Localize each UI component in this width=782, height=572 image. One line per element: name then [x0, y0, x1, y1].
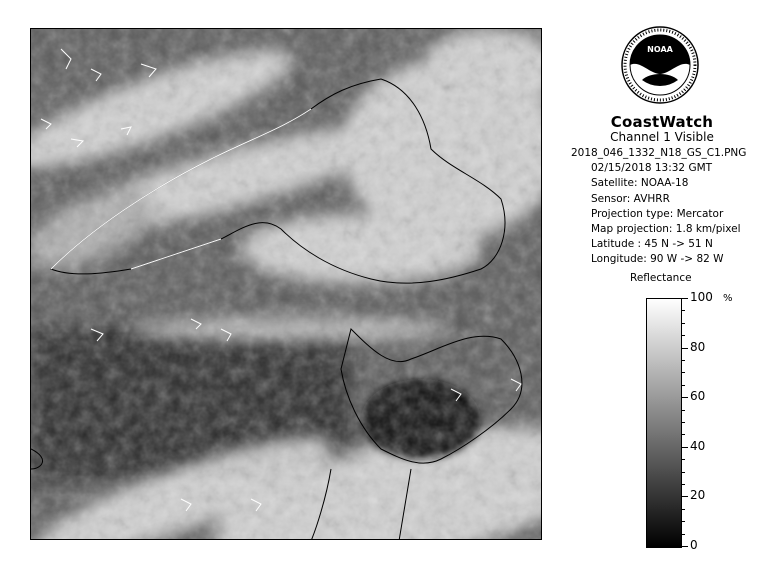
longitude-text: Longitude: 90 W -> 82 W: [591, 253, 724, 266]
brand-title: CoastWatch: [610, 113, 714, 131]
noaa-seal-icon: [620, 22, 700, 108]
colorbar-minor-tick: [682, 397, 685, 398]
colorbar-minor-tick: [682, 434, 685, 435]
colorbar-minor-tick: [682, 410, 685, 411]
colorbar-tick-label: 40: [690, 438, 706, 453]
colorbar-tick-label: 0: [690, 538, 698, 552]
colorbar-minor-tick: [682, 509, 685, 510]
colorbar-minor-tick: [682, 335, 685, 336]
filename-text: 2018_046_1332_N18_GS_C1.PNG: [571, 147, 747, 159]
colorbar: [646, 298, 682, 548]
sensor-text: Sensor: AVHRR: [591, 192, 670, 205]
channel-subtitle: Channel 1 Visible: [610, 130, 714, 144]
colorbar-minor-tick: [682, 310, 685, 311]
noaa-logo-text: NOAA: [647, 45, 673, 54]
colorbar-minor-tick: [682, 422, 685, 423]
colorbar-minor-tick: [682, 534, 685, 535]
colorbar-minor-tick: [682, 496, 685, 497]
projection-type-text: Projection type: Mercator: [591, 207, 724, 220]
colorbar-minor-tick: [682, 484, 685, 485]
satellite-image: [30, 28, 542, 540]
colorbar-tick-label: 100: [690, 290, 713, 304]
colorbar-tick-label: 80: [690, 339, 706, 354]
datetime-text: 02/15/2018 13:32 GMT: [591, 162, 713, 175]
colorbar-minor-tick: [682, 372, 685, 373]
colorbar-minor-tick: [682, 360, 685, 361]
colorbar-minor-tick: [682, 348, 685, 349]
metadata-panel: [571, 146, 746, 268]
satellite-text: Satellite: NOAA-18: [591, 177, 689, 190]
colorbar-minor-tick: [682, 472, 685, 473]
colorbar-minor-tick: [682, 385, 685, 386]
map-projection-text: Map projection: 1.8 km/pixel: [591, 223, 741, 236]
colorbar-minor-tick: [682, 447, 685, 448]
colorbar-minor-tick: [682, 323, 685, 324]
colorbar-title: Reflectance: [630, 272, 692, 284]
colorbar-minor-tick: [682, 459, 685, 460]
colorbar-unit: %: [723, 293, 733, 304]
colorbar-minor-tick: [682, 298, 685, 299]
colorbar-minor-tick: [682, 546, 685, 547]
colorbar-minor-tick: [682, 521, 685, 522]
colorbar-tick-label: 60: [690, 389, 706, 404]
noaa-logo: [620, 22, 700, 108]
satellite-map: [31, 29, 542, 540]
latitude-text: Latitude : 45 N -> 51 N: [591, 238, 713, 251]
colorbar-tick-label: 20: [690, 488, 706, 503]
